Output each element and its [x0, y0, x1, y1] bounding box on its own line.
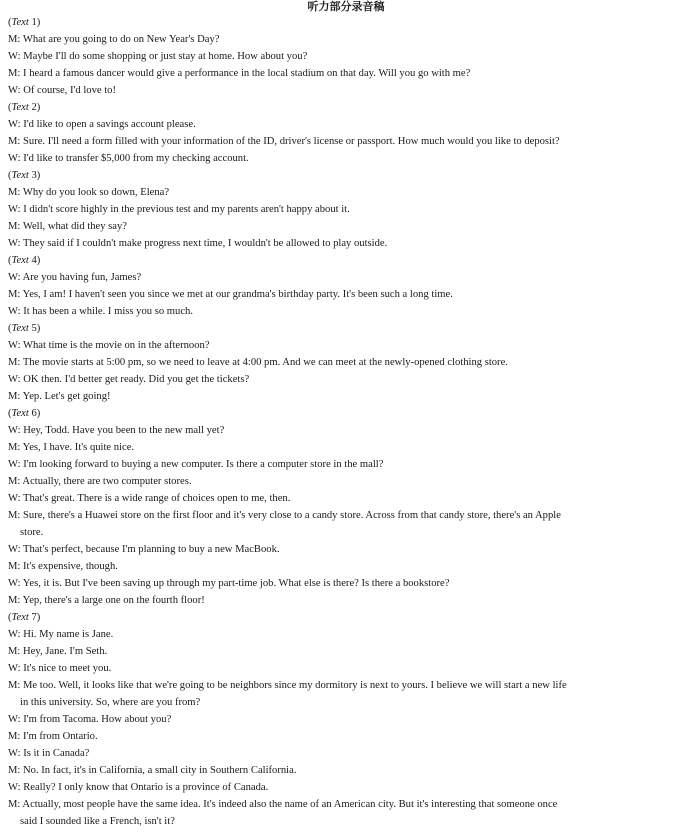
dialogue-line: M: Actually, most people have the same idea. It's indeed also the name of an American city. But it's interesting that someone once: [8, 799, 558, 810]
text-label: Text: [11, 17, 29, 28]
dialogue-line: M: Actually, there are two computer stores.: [8, 476, 192, 487]
dialogue-line-continuation: said I sounded like a French, isn't it?: [20, 816, 175, 827]
text-section-header: (Text 3): [8, 170, 41, 181]
dialogue-line: M: Yep. Let's get going!: [8, 391, 111, 402]
dialogue-line: M: Yes, I have. It's quite nice.: [8, 442, 135, 453]
dialogue-line: W: Hi. My name is Jane.: [8, 629, 114, 640]
dialogue-line: M: It's expensive, though.: [8, 561, 118, 572]
page-title: 听力部分录音稿: [307, 0, 385, 13]
dialogue-line: M: Well, what did they say?: [8, 221, 127, 232]
dialogue-line: W: I didn't score highly in the previous test and my parents aren't happy about it.: [8, 204, 350, 215]
text-section-header: (Text 7): [8, 612, 41, 623]
dialogue-line: W: What time is the movie on in the afternoon?: [8, 340, 210, 351]
text-section-header: (Text 6): [8, 408, 41, 419]
text-label: Text: [11, 612, 29, 623]
dialogue-line: M: Why do you look so down, Elena?: [8, 187, 170, 198]
dialogue-line: M: Yep, there's a large one on the fourth floor!: [8, 595, 205, 606]
transcript-body: [8, 14, 684, 830]
text-label: Text: [11, 323, 29, 334]
dialogue-line: W: That's great. There is a wide range of choices open to me, then.: [8, 493, 291, 504]
dialogue-line: M: No. In fact, it's in California, a small city in Southern California.: [8, 765, 297, 776]
dialogue-line-continuation: store.: [20, 527, 44, 538]
dialogue-line: M: Yes, I am! I haven't seen you since we met at our grandma's birthday party. It's been such a long time.: [8, 289, 453, 300]
dialogue-line: W: OK then. I'd better get ready. Did you get the tickets?: [8, 374, 250, 385]
text-section-header: (Text 2): [8, 102, 41, 113]
dialogue-line: M: Sure. I'll need a form filled with your information of the ID, driver's license or passport. How much would you like to deposit?: [8, 136, 560, 147]
dialogue-line: W: Are you having fun, James?: [8, 272, 142, 283]
dialogue-line: M: Me too. Well, it looks like that we're going to be neighbors since my dormitory is next to yours. I believe we will start a new life: [8, 680, 567, 691]
dialogue-line: W: I'd like to transfer $5,000 from my checking account.: [8, 153, 249, 164]
dialogue-line-continuation: in this university. So, where are you from?: [20, 697, 201, 708]
dialogue-line: W: I'm from Tacoma. How about you?: [8, 714, 172, 725]
dialogue-line: W: Is it in Canada?: [8, 748, 90, 759]
dialogue-line: W: That's perfect, because I'm planning to buy a new MacBook.: [8, 544, 280, 555]
dialogue-line: W: Of course, I'd love to!: [8, 85, 117, 96]
dialogue-line: W: Hey, Todd. Have you been to the new mall yet?: [8, 425, 225, 436]
dialogue-line: M: The movie starts at 5:00 pm, so we need to leave at 4:00 pm. And we can meet at the newly-opened clothing store.: [8, 357, 508, 368]
text-label: Text: [11, 408, 29, 419]
dialogue-line: M: I'm from Ontario.: [8, 731, 98, 742]
dialogue-line: W: Maybe I'll do some shopping or just stay at home. How about you?: [8, 51, 308, 62]
text-section-header: (Text 1): [8, 17, 41, 28]
text-label: Text: [11, 255, 29, 266]
dialogue-line: W: I'm looking forward to buying a new computer. Is there a computer store in the mall?: [8, 459, 384, 470]
dialogue-line: M: Sure, there's a Huawei store on the first floor and it's very close to a candy store. Across from that candy store, there's an Apple: [8, 510, 561, 521]
text-section-header: (Text 5): [8, 323, 41, 334]
dialogue-line: M: What are you going to do on New Year's Day?: [8, 34, 220, 45]
dialogue-line: M: Hey, Jane. I'm Seth.: [8, 646, 108, 657]
dialogue-line: W: They said if I couldn't make progress next time, I wouldn't be allowed to play outside.: [8, 238, 388, 249]
dialogue-line: W: I'd like to open a savings account please.: [8, 119, 196, 130]
dialogue-line: W: It has been a while. I miss you so much.: [8, 306, 193, 317]
dialogue-line: W: Yes, it is. But I've been saving up through my part-time job. What else is there? Is there a bookstore?: [8, 578, 450, 589]
dialogue-line: W: Really? I only know that Ontario is a province of Canada.: [8, 782, 269, 793]
dialogue-line: W: It's nice to meet you.: [8, 663, 112, 674]
text-section-header: (Text 4): [8, 255, 41, 266]
text-label: Text: [11, 170, 29, 181]
dialogue-line: M: I heard a famous dancer would give a performance in the local stadium on that day. Will you go with me?: [8, 68, 471, 79]
text-label: Text: [11, 102, 29, 113]
